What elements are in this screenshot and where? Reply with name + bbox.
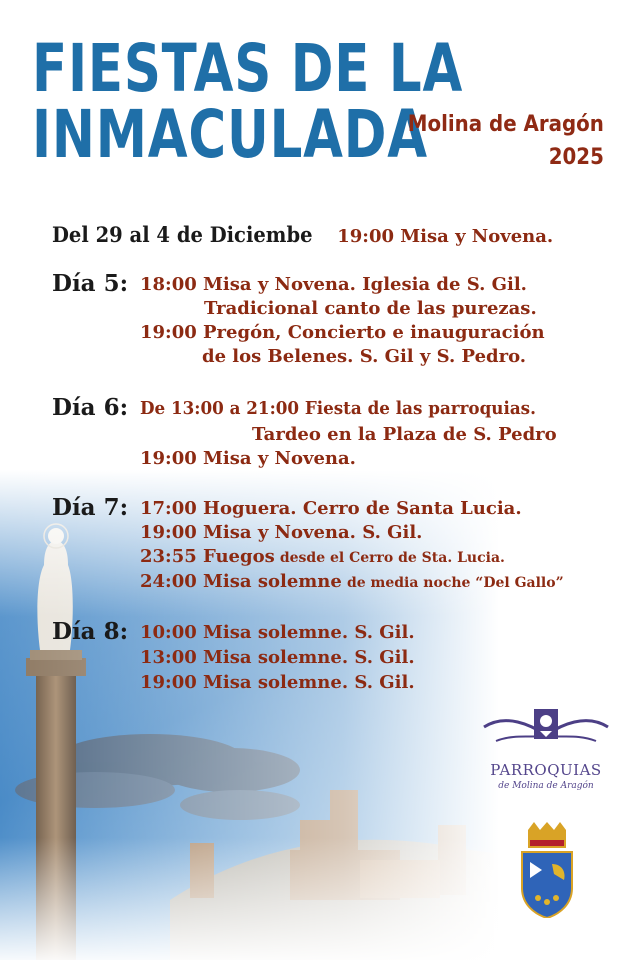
intro-event: 19:00 Misa y Novena. [337, 226, 554, 247]
year: 2025 [548, 145, 604, 170]
day-8-line-1: 10:00 Misa solemne. S. Gil. [140, 622, 415, 643]
day-8-line-3: 19:00 Misa solemne. S. Gil. [140, 672, 415, 693]
title-line-1: FIESTAS DE LA [32, 30, 464, 107]
parish-logo-icon [476, 705, 616, 759]
parish-logo-sub: de Molina de Aragón [498, 781, 594, 791]
place-name: Molina de Aragón [407, 112, 604, 137]
day-5-label: Día 5: [52, 270, 129, 297]
day-7-label: Día 7: [52, 494, 129, 521]
day-7-line-3-main: 23:55 Fuegos [140, 546, 275, 567]
day-7-line-3 [140, 546, 505, 567]
day-5-line-3: 19:00 Pregón, Concierto e inauguración [140, 322, 545, 343]
intro-line [52, 222, 553, 247]
parish-logo [476, 705, 616, 800]
day-7-line-4 [140, 571, 564, 592]
day-7-line-2: 19:00 Misa y Novena. S. Gil. [140, 522, 423, 543]
place-and-year [408, 108, 604, 174]
day-7-line-3-detail: desde el Cerro de Sta. Lucia. [279, 550, 505, 566]
day-8-line-2: 13:00 Misa solemne. S. Gil. [140, 647, 415, 668]
day-7-line-4-main: 24:00 Misa solemne [140, 571, 342, 592]
day-6-line-3: 19:00 Misa y Novena. [140, 448, 356, 469]
coat-of-arms-icon [518, 822, 576, 918]
day-7-line-1: 17:00 Hoguera. Cerro de Santa Lucia. [140, 498, 522, 519]
day-5-line-4: de los Belenes. S. Gil y S. Pedro. [202, 346, 527, 367]
intro-dates: Del 29 al 4 de Diciembe [52, 222, 313, 247]
day-6-line-2: Tardeo en la Plaza de S. Pedro [252, 424, 557, 445]
day-5-line-2: Tradicional canto de las purezas. [204, 298, 537, 319]
day-6-label: Día 6: [52, 394, 129, 421]
day-8-label: Día 8: [52, 618, 129, 645]
day-5-line-1: 18:00 Misa y Novena. Iglesia de S. Gil. [140, 274, 527, 295]
parish-logo-name: PARROQUIAS [490, 761, 602, 779]
day-6-line-1: De 13:00 a 21:00 Fiesta de las parroquias. [140, 398, 536, 419]
day-7-line-4-detail: de media noche “Del Gallo” [346, 575, 564, 591]
title-line-2: INMACULADA [32, 96, 428, 173]
